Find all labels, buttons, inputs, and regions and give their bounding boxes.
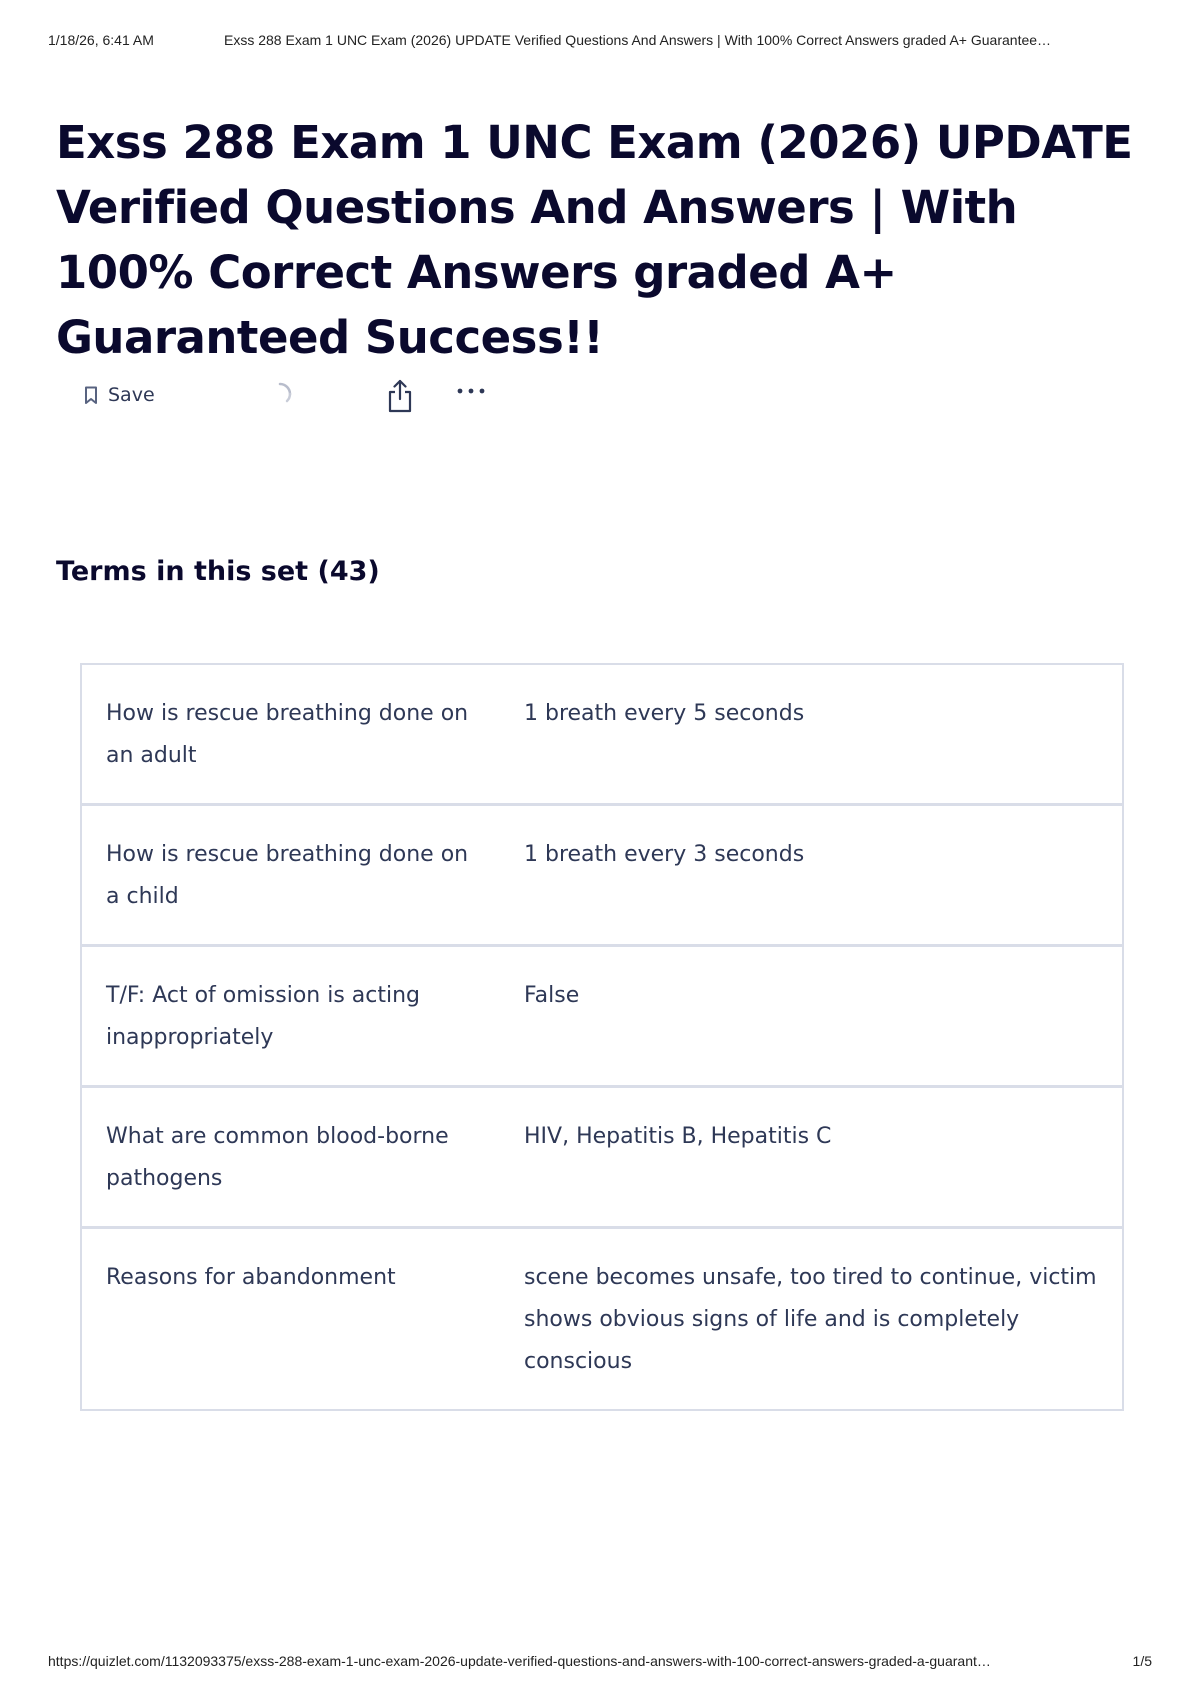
term-row	[82, 665, 1122, 806]
page-title: Exss 288 Exam 1 UNC Exam (2026) UPDATE Verified Questions And Answers | With 100% Correct Answers graded A+ Guaranteed Success!!	[56, 116, 1133, 364]
terms-heading: Terms in this set (43)	[56, 556, 380, 587]
term-word: T/F: Act of omission is acting inappropriately	[106, 983, 421, 1050]
more-icon	[456, 386, 486, 401]
term-definition: 1 breath every 3 seconds	[524, 842, 805, 867]
save-button[interactable]	[84, 384, 155, 406]
print-footer	[48, 1653, 1152, 1673]
term-word: Reasons for abandonment	[106, 1265, 396, 1290]
term-row	[82, 1229, 1122, 1409]
term-definition: 1 breath every 5 seconds	[524, 701, 805, 726]
term-definition: False	[524, 983, 580, 1008]
print-header	[48, 32, 1152, 52]
term-definition: scene becomes unsafe, too tired to continue, victim shows obvious signs of life and is completely conscious	[524, 1265, 1097, 1374]
term-word: How is rescue breathing done on an adult	[106, 701, 469, 768]
bookmark-icon	[84, 386, 98, 405]
set-toolbar	[84, 378, 504, 418]
term-word: How is rescue breathing done on a child	[106, 842, 469, 909]
save-label: Save	[108, 384, 155, 406]
spinner-icon	[266, 380, 294, 413]
term-word: What are common blood-borne pathogens	[106, 1124, 449, 1191]
term-definition: HIV, Hepatitis B, Hepatitis C	[524, 1124, 832, 1149]
terms-table	[80, 663, 1124, 1411]
share-button[interactable]	[386, 378, 414, 417]
term-row	[82, 806, 1122, 947]
share-icon	[386, 402, 414, 417]
more-options-button[interactable]	[456, 384, 486, 401]
term-row	[82, 1088, 1122, 1229]
print-datetime: 1/18/26, 6:41 AM	[48, 32, 154, 48]
print-doc-title: Exss 288 Exam 1 UNC Exam (2026) UPDATE Verified Questions And Answers | With 100% Correct Answers graded A+ Guarantee…	[224, 32, 1052, 48]
print-page-url: https://quizlet.com/1132093375/exss-288-exam-1-unc-exam-2026-update-verified-questions-and-answers-with-100-correct-answers-graded-a-guarant…	[48, 1653, 991, 1669]
term-row	[82, 947, 1122, 1088]
print-page-number: 1/5	[1132, 1653, 1152, 1669]
